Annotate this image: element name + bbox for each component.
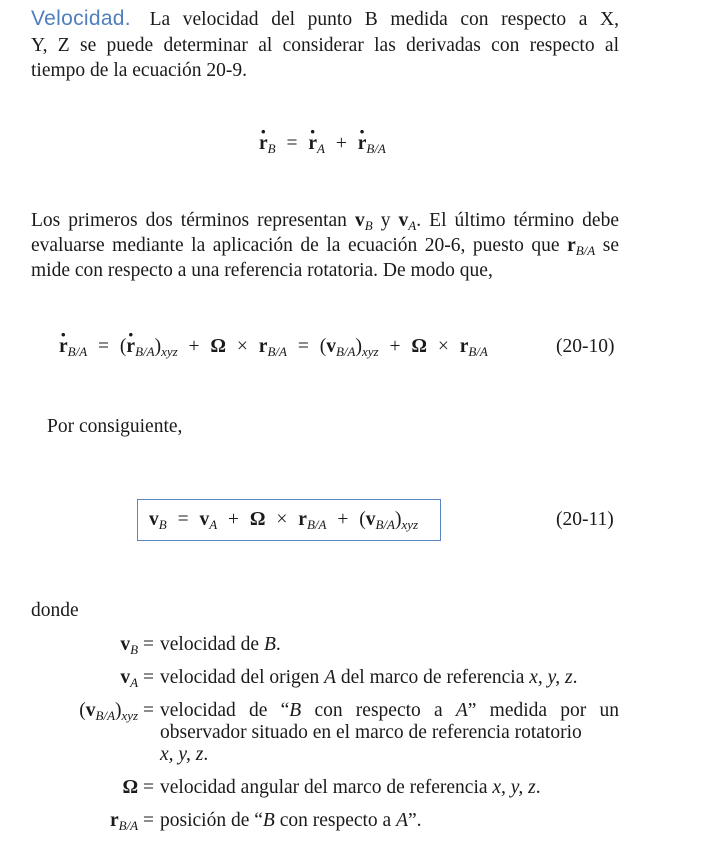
def-omega-axes: x, y, z bbox=[492, 777, 536, 798]
def-vBA-line2: observador situado en el marco de referencia rotatorio bbox=[160, 722, 582, 743]
eq1-rdot-A: · r bbox=[308, 133, 317, 155]
eq2-cross-1: × bbox=[236, 336, 248, 357]
def-lhs-vBA: $(v_{B/A})_{xyz}$ = bbox=[79, 700, 154, 723]
eq1-sub-B: B bbox=[267, 141, 276, 156]
def-rBA-text-c: ”. bbox=[408, 810, 422, 831]
intro-line-1 bbox=[31, 6, 619, 33]
def-vBA-text-c: ” medida por un bbox=[467, 700, 619, 721]
def-lhs-rBA: $r_{B/A}$ = bbox=[109, 810, 154, 833]
def-rBA-text-b: con respecto a bbox=[279, 810, 392, 831]
eq2-omega-1: Ω bbox=[210, 336, 227, 357]
para2-line-1: Los primeros dos términos representan $v_B$ y $v_A$. El último término debe bbox=[31, 210, 619, 233]
intro-line-2: Y, Z se puede determinar al considerar las derivadas con respecto al bbox=[31, 35, 619, 56]
eq2-xyz-1: xyz bbox=[161, 344, 178, 359]
para2-line-3: mide con respecto a una referencia rotatoria. De modo que, bbox=[31, 260, 493, 281]
def-rBA-text-a: posición de “ bbox=[160, 810, 263, 831]
def-vB-point: B bbox=[263, 634, 276, 655]
eq1-rdot-BA: · r bbox=[358, 133, 367, 155]
intro-line-3: tiempo de la ecuación 20-9. bbox=[31, 60, 248, 81]
equation-20-11: $v_B = v_A + \Omega \times r_{B/A} + (v_{B/A})_{xyz}$ bbox=[149, 509, 419, 532]
para2-text-y: y bbox=[380, 210, 391, 231]
equation-rB bbox=[259, 133, 386, 155]
def-vA: velocidad del origen A del marco de referencia x, y, z. bbox=[160, 667, 578, 688]
eq1-sub-A: A bbox=[317, 141, 325, 156]
equation-number-20-10: (20-10) bbox=[556, 336, 615, 357]
def-vBA-text-b: con respecto a bbox=[314, 700, 443, 721]
def-vA-text: velocidad del origen bbox=[160, 667, 320, 688]
eq1-sub-BA: B/A bbox=[366, 141, 386, 156]
def-vA-mid: del marco de referencia bbox=[340, 667, 525, 688]
def-vA-axes: x, y, z bbox=[529, 667, 573, 688]
intro-paragraph bbox=[31, 6, 619, 83]
eq1-rdot-B: · r bbox=[259, 133, 268, 155]
para2-text-a: Los primeros dos términos representan bbox=[31, 210, 347, 231]
para2-text-d: se bbox=[602, 235, 619, 256]
def-rBA: posición de “B con respecto a A”. bbox=[160, 810, 422, 831]
def-vBA-axes: x, y, z bbox=[160, 744, 204, 765]
def-vB: velocidad de B. bbox=[160, 634, 281, 655]
equation-20-10: · $r_{B/A}$ = (· $r_{B/A})_{xyz} + \Omega \times r_{B/A} = (v_{B/A})_{xyz} + \Omega \times r_{B/A}$ bbox=[59, 336, 488, 358]
def-omega: velocidad angular del marco de referencia x, y, z. bbox=[160, 777, 541, 798]
def-vB-text: velocidad de bbox=[160, 634, 260, 655]
eq1-plus: + bbox=[335, 133, 347, 154]
donde-label: donde bbox=[31, 600, 79, 621]
eq1-equals: = bbox=[286, 133, 298, 154]
equation-number-20-11: (20-11) bbox=[556, 509, 614, 530]
def-lhs-vB: $v_B$ = bbox=[120, 634, 154, 657]
paragraph-2 bbox=[31, 208, 619, 283]
para2-line-2: evaluarse mediante la aplicación de la ecuación 20-6, puesto que $r_{B/A}$ se bbox=[31, 235, 619, 258]
def-vBA-line3: x, y, z. bbox=[160, 744, 209, 765]
def-vBA-text-a: velocidad de “ bbox=[160, 700, 290, 721]
por-consiguiente: Por consiguiente, bbox=[47, 416, 183, 437]
para2-text-b: . El último término debe bbox=[416, 210, 619, 231]
def-lhs-vA: $v_A$ = bbox=[120, 667, 154, 690]
def-omega-text: velocidad angular del marco de referencia bbox=[160, 777, 488, 798]
intro-text-1: La velocidad del punto B medida con respecto a X, bbox=[149, 9, 619, 30]
para2-text-c: evaluarse mediante la aplicación de la ecuación 20-6, puesto que bbox=[31, 235, 560, 256]
def-vBA-line1: velocidad de “B con respecto a A” medida por un bbox=[160, 700, 619, 721]
def-lhs-omega: Ω = bbox=[122, 777, 154, 798]
section-heading: Velocidad. bbox=[31, 7, 131, 30]
